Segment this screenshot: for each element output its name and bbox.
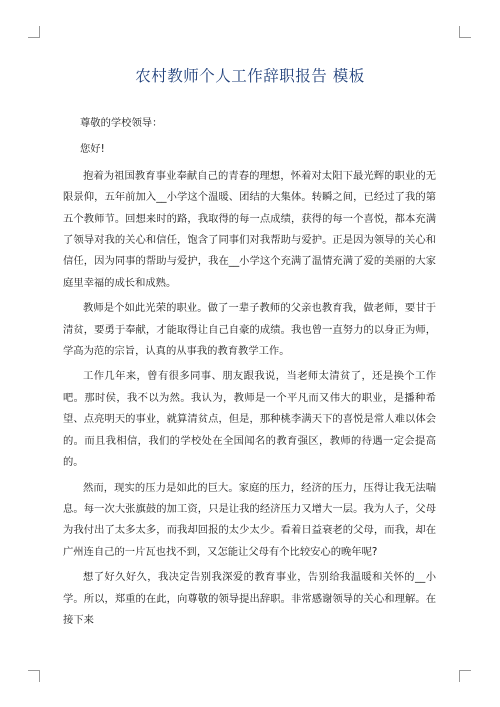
crop-mark-bottom-right-vertical — [459, 670, 460, 682]
document-body — [63, 113, 436, 631]
paragraph-2: 教师是个如此光荣的职业。做了一辈子教师的父亲也教育我，做老师，要甘于清贫，要勇于奉献，才能取得让自己自豪的成绩。我也曾一直努力的以身正为师，学高为范的宗旨，认真的从事我的教育教学工作。 — [63, 302, 436, 358]
document-title: 农村教师个人工作辞职报告 模板 — [135, 67, 365, 85]
paragraph-3: 工作几年来，曾有很多同事、朋友跟我说，当老师太清贫了，还是换个工作吧。那时侯，我不以为然。我认为，教师是一个平凡而又伟大的职业，是播种希望、点亮明天的事业，就算清贫点，但是，那种桃李满天下的喜悦是常人难以体会的。而且我相信，我们的学校处在全国闻名的教育强区，教师的待遇一定会提高的。 — [63, 370, 436, 469]
crop-mark-top-right-vertical — [459, 26, 460, 38]
crop-mark-bottom-right — [459, 670, 471, 671]
paragraph-5: 想了好久好久，我决定告别我深爱的教育事业，告别给我温暖和关怀的__小学。所以，郑重的在此，向尊敬的领导提出辞职。非常感谢领导的关心和理解。在接下来 — [63, 571, 436, 626]
salutation: 尊敬的学校领导： — [80, 117, 163, 129]
greeting: 您好! — [80, 143, 105, 156]
crop-mark-bottom-left-vertical — [39, 670, 40, 682]
paragraph-4: 然而，现实的压力是如此的巨大。家庭的压力，经济的压力，压得让我无法喘息。每一次大张旗鼓的加工资，只是让我的经济压力又增大一层。我为人子，父母为我付出了太多太多，而我却回报的太少太少。看着日益衰老的父母，而我，却在广州连自己的一片瓦也找不到，又怎能让父母有个比较安心的晚年呢? — [63, 481, 436, 558]
paragraph-1: 抱着为祖国教育事业奉献自己的青春的理想，怀着对太阳下最光辉的职业的无限景仰，五年前加入__小学这个温暖、团结的大集体。转瞬之间，已经过了我的第五个教师节。回想来时的路，我取得的每一点成绩，获得的每一个喜悦，都本充满了领导对我的关心和信任，饱含了同事们对我帮助与爱护。正是因为领导的关心和信任，因为同事的帮助与爱护，我在__小学这个充满了温情充满了爱的美丽的大家庭里幸福的成长和成熟。 — [63, 169, 436, 289]
crop-mark-top-right — [459, 37, 471, 38]
crop-mark-top-left-vertical — [39, 26, 40, 38]
